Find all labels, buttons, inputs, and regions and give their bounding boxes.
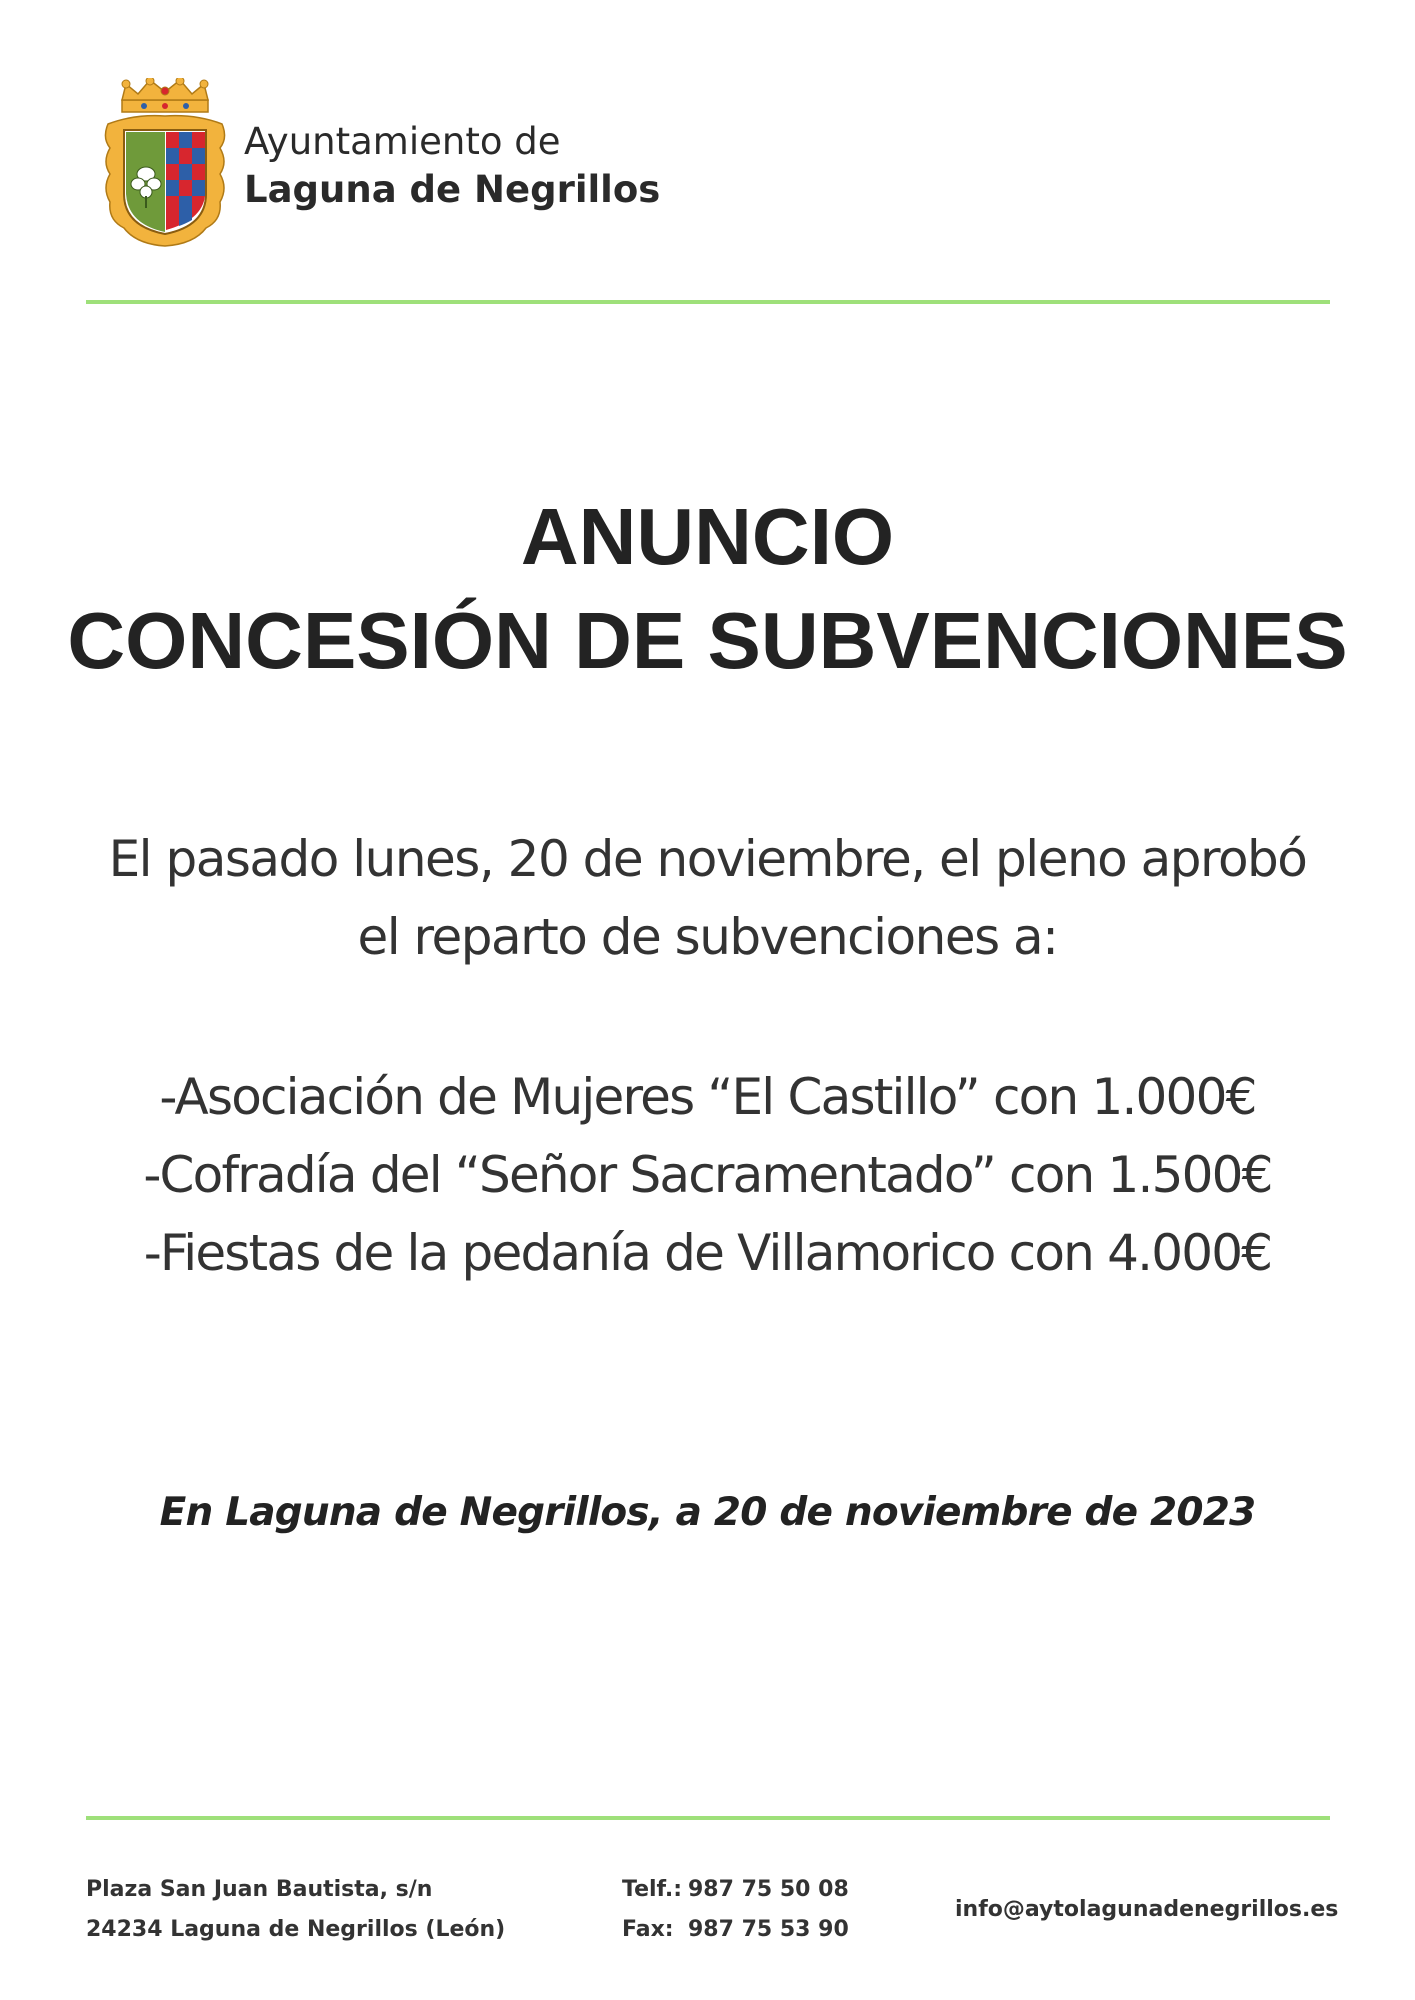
grants-list xyxy=(0,1058,1415,1292)
intro-line1: El pasado lunes, 20 de noviembre, el pleno aprobó xyxy=(108,830,1307,888)
grant-item: -Fiestas de la pedanía de Villamorico con 4.000€ xyxy=(143,1224,1272,1282)
address-line2: 24234 Laguna de Negrillos (León) xyxy=(86,1917,506,1942)
fax-row xyxy=(622,1910,849,1950)
top-divider xyxy=(86,300,1330,304)
phone-row xyxy=(622,1870,849,1910)
phone-number[interactable]: 987 75 50 08 xyxy=(688,1877,849,1902)
org-name-line2: Laguna de Negrillos xyxy=(244,168,661,211)
footer-email-link[interactable]: info@aytolagunadenegrillos.es xyxy=(955,1897,1339,1922)
title-line2: CONCESIÓN DE SUBVENCIONES xyxy=(67,596,1348,685)
announcement-intro xyxy=(0,820,1415,976)
announcement-title xyxy=(0,485,1415,693)
coat-of-arms-icon xyxy=(100,78,230,248)
organization-name xyxy=(244,118,660,214)
place-and-date: En Laguna de Negrillos, a 20 de noviembre de 2023 xyxy=(159,1490,1256,1535)
grant-item: -Asociación de Mujeres “El Castillo” con 1.000€ xyxy=(159,1068,1256,1126)
title-line1: ANUNCIO xyxy=(520,492,895,581)
crown-icon xyxy=(122,78,208,112)
org-name-line1: Ayuntamiento de xyxy=(244,120,561,163)
grant-item: -Cofradía del “Señor Sacramentado” con 1.500€ xyxy=(143,1146,1272,1204)
intro-line2: el reparto de subvenciones a: xyxy=(357,908,1058,966)
phone-label: Telf.: xyxy=(622,1877,683,1902)
fax-number: 987 75 53 90 xyxy=(688,1917,849,1942)
address-line1: Plaza San Juan Bautista, s/n xyxy=(86,1877,433,1902)
letterhead xyxy=(100,78,660,248)
footer-address xyxy=(86,1870,505,1950)
fax-label: Fax: xyxy=(622,1917,674,1942)
bottom-divider xyxy=(86,1816,1330,1820)
footer-contact xyxy=(622,1870,849,1950)
